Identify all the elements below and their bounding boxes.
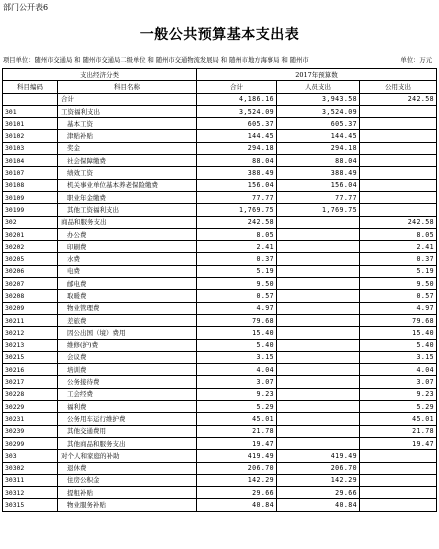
public-cell <box>360 450 437 462</box>
name-cell: 其他商品和服务支出 <box>58 437 197 449</box>
code-cell: 30199 <box>3 204 58 216</box>
name-cell: 社会保障缴费 <box>58 155 197 167</box>
public-cell: 242.58 <box>360 93 437 105</box>
code-cell: 30239 <box>3 425 58 437</box>
name-cell: 退休费 <box>58 462 197 474</box>
public-cell <box>360 474 437 486</box>
total-cell: 45.01 <box>197 413 277 425</box>
code-cell: 30101 <box>3 118 58 130</box>
personnel-cell <box>277 278 360 290</box>
table-row <box>3 351 437 363</box>
name-cell: 电费 <box>58 265 197 277</box>
personnel-cell <box>277 376 360 388</box>
total-cell: 77.77 <box>197 191 277 203</box>
personnel-cell: 142.29 <box>277 474 360 486</box>
name-cell: 公务用车运行维护费 <box>58 413 197 425</box>
public-cell: 0.57 <box>360 290 437 302</box>
personnel-cell <box>277 265 360 277</box>
table-number-label: 部门公开表6 <box>3 3 49 12</box>
total-cell: 0.57 <box>197 290 277 302</box>
table-row <box>3 105 437 117</box>
public-cell <box>360 105 437 117</box>
public-cell: 4.97 <box>360 302 437 314</box>
name-cell: 物业服务补贴 <box>58 499 197 511</box>
personnel-cell <box>277 314 360 326</box>
table-row <box>3 364 437 376</box>
name-cell: 因公出国（境）费用 <box>58 327 197 339</box>
name-cell: 印刷费 <box>58 241 197 253</box>
table-row <box>3 265 437 277</box>
table-row <box>3 228 437 240</box>
code-cell: 30208 <box>3 290 58 302</box>
code-cell: 30202 <box>3 241 58 253</box>
table-row <box>3 278 437 290</box>
personnel-cell: 77.77 <box>277 191 360 203</box>
public-cell: 5.29 <box>360 401 437 413</box>
personnel-cell: 29.66 <box>277 487 360 499</box>
table-row <box>3 179 437 191</box>
total-cell: 4,186.16 <box>197 93 277 105</box>
code-cell: 30302 <box>3 462 58 474</box>
public-cell: 4.04 <box>360 364 437 376</box>
name-cell: 机关事业单位基本养老保险缴费 <box>58 179 197 191</box>
table-row <box>3 413 437 425</box>
name-cell: 物业管理费 <box>58 302 197 314</box>
table-row <box>3 302 437 314</box>
expenditure-table <box>2 68 437 512</box>
public-cell: 3.07 <box>360 376 437 388</box>
public-cell <box>360 179 437 191</box>
table-row <box>3 327 437 339</box>
currency-unit-label: 单位：万元 <box>400 57 432 64</box>
personnel-cell: 206.70 <box>277 462 360 474</box>
page-title: 一般公共预算基本支出表 <box>139 27 300 43</box>
name-cell: 差旅费 <box>58 314 197 326</box>
personnel-cell <box>277 290 360 302</box>
code-cell: 30299 <box>3 437 58 449</box>
name-cell: 绩效工资 <box>58 167 197 179</box>
header-personnel: 人员支出 <box>277 81 360 93</box>
table-row <box>3 216 437 228</box>
name-cell: 水费 <box>58 253 197 265</box>
table-row <box>3 401 437 413</box>
code-cell: 30217 <box>3 376 58 388</box>
name-cell: 公务接待费 <box>58 376 197 388</box>
total-cell: 79.68 <box>197 314 277 326</box>
total-cell: 29.66 <box>197 487 277 499</box>
public-cell <box>360 204 437 216</box>
personnel-cell <box>277 364 360 376</box>
table-row <box>3 376 437 388</box>
code-cell: 30108 <box>3 179 58 191</box>
personnel-cell <box>277 401 360 413</box>
header-code: 科目编码 <box>3 81 58 93</box>
code-cell: 30206 <box>3 265 58 277</box>
code-cell: 30228 <box>3 388 58 400</box>
total-cell: 142.29 <box>197 474 277 486</box>
header-public: 公用支出 <box>360 81 437 93</box>
total-cell: 15.40 <box>197 327 277 339</box>
code-cell: 30216 <box>3 364 58 376</box>
table-row <box>3 474 437 486</box>
name-cell: 邮电费 <box>58 278 197 290</box>
total-cell: 242.58 <box>197 216 277 228</box>
public-cell: 5.40 <box>360 339 437 351</box>
name-cell: 基本工资 <box>58 118 197 130</box>
table-row <box>3 253 437 265</box>
name-cell: 取暖费 <box>58 290 197 302</box>
table-body <box>3 93 437 511</box>
name-cell: 商品和服务支出 <box>58 216 197 228</box>
personnel-cell: 156.04 <box>277 179 360 191</box>
name-cell: 其他交通费用 <box>58 425 197 437</box>
public-cell: 5.19 <box>360 265 437 277</box>
public-cell: 19.47 <box>360 437 437 449</box>
table-row <box>3 167 437 179</box>
personnel-cell <box>277 351 360 363</box>
personnel-cell <box>277 327 360 339</box>
code-cell: 30213 <box>3 339 58 351</box>
code-cell: 30312 <box>3 487 58 499</box>
code-cell: 30315 <box>3 499 58 511</box>
personnel-cell <box>277 241 360 253</box>
name-cell: 其他工资福利支出 <box>58 204 197 216</box>
table-row <box>3 155 437 167</box>
total-cell: 156.04 <box>197 179 277 191</box>
public-cell: 2.41 <box>360 241 437 253</box>
table-row <box>3 314 437 326</box>
public-cell <box>360 118 437 130</box>
table-row <box>3 290 437 302</box>
public-cell: 242.58 <box>360 216 437 228</box>
code-cell: 30109 <box>3 191 58 203</box>
personnel-cell <box>277 228 360 240</box>
total-cell: 2.41 <box>197 241 277 253</box>
code-cell: 30103 <box>3 142 58 154</box>
code-cell: 30107 <box>3 167 58 179</box>
total-cell: 40.84 <box>197 499 277 511</box>
personnel-cell: 294.18 <box>277 142 360 154</box>
code-cell: 30311 <box>3 474 58 486</box>
name-cell: 提租补贴 <box>58 487 197 499</box>
code-cell: 30102 <box>3 130 58 142</box>
public-cell <box>360 155 437 167</box>
personnel-cell <box>277 388 360 400</box>
total-cell: 19.47 <box>197 437 277 449</box>
public-cell: 9.50 <box>360 278 437 290</box>
unit-info-text: 项目单位：随州市交通局 和 随州市交通局二级单位 和 随州市交通物流发展局 和 随州市地方海事局 和 随州市 <box>3 57 309 64</box>
code-cell: 302 <box>3 216 58 228</box>
name-cell: 工资福利支出 <box>58 105 197 117</box>
header-name: 科目名称 <box>58 81 197 93</box>
code-cell: 30211 <box>3 314 58 326</box>
total-cell: 294.18 <box>197 142 277 154</box>
public-cell: 45.01 <box>360 413 437 425</box>
personnel-cell: 1,769.75 <box>277 204 360 216</box>
public-cell: 9.23 <box>360 388 437 400</box>
personnel-cell: 3,524.09 <box>277 105 360 117</box>
public-cell <box>360 487 437 499</box>
total-cell: 9.50 <box>197 278 277 290</box>
code-cell: 30229 <box>3 401 58 413</box>
code-cell: 30231 <box>3 413 58 425</box>
personnel-cell: 40.84 <box>277 499 360 511</box>
code-cell: 30104 <box>3 155 58 167</box>
name-cell: 办公费 <box>58 228 197 240</box>
total-cell: 21.78 <box>197 425 277 437</box>
public-cell: 15.40 <box>360 327 437 339</box>
public-cell: 8.05 <box>360 228 437 240</box>
personnel-cell <box>277 437 360 449</box>
total-cell: 144.45 <box>197 130 277 142</box>
personnel-cell: 3,943.58 <box>277 93 360 105</box>
personnel-cell <box>277 413 360 425</box>
public-cell: 3.15 <box>360 351 437 363</box>
code-cell: 30215 <box>3 351 58 363</box>
name-cell: 职业年金缴费 <box>58 191 197 203</box>
table-row <box>3 339 437 351</box>
table-row <box>3 130 437 142</box>
total-cell: 388.49 <box>197 167 277 179</box>
code-cell <box>3 93 58 105</box>
table-row <box>3 191 437 203</box>
table-row <box>3 462 437 474</box>
total-cell: 605.37 <box>197 118 277 130</box>
personnel-cell: 419.49 <box>277 450 360 462</box>
code-cell: 30212 <box>3 327 58 339</box>
table-row <box>3 241 437 253</box>
name-cell: 合计 <box>58 93 197 105</box>
table-row <box>3 487 437 499</box>
total-cell: 5.40 <box>197 339 277 351</box>
total-cell: 88.04 <box>197 155 277 167</box>
total-cell: 3.07 <box>197 376 277 388</box>
public-cell: 0.37 <box>360 253 437 265</box>
header-total: 合计 <box>197 81 277 93</box>
table-row <box>3 499 437 511</box>
name-cell: 津贴补贴 <box>58 130 197 142</box>
unit-info-line <box>3 55 436 64</box>
total-cell: 8.05 <box>197 228 277 240</box>
personnel-cell: 388.49 <box>277 167 360 179</box>
table-row <box>3 450 437 462</box>
name-cell: 会议费 <box>58 351 197 363</box>
total-cell: 419.49 <box>197 450 277 462</box>
table-row <box>3 204 437 216</box>
total-cell: 1,769.75 <box>197 204 277 216</box>
header-budget-year: 2017年预算数 <box>197 69 437 81</box>
code-cell: 30207 <box>3 278 58 290</box>
total-cell: 4.04 <box>197 364 277 376</box>
public-cell <box>360 142 437 154</box>
code-cell: 30201 <box>3 228 58 240</box>
header-economic-classification: 支出经济分类 <box>3 69 197 81</box>
code-cell: 301 <box>3 105 58 117</box>
personnel-cell <box>277 253 360 265</box>
header-column-row <box>3 81 437 93</box>
public-cell <box>360 167 437 179</box>
public-cell <box>360 191 437 203</box>
code-cell: 303 <box>3 450 58 462</box>
public-cell <box>360 462 437 474</box>
name-cell: 工会经费 <box>58 388 197 400</box>
name-cell: 住房公积金 <box>58 474 197 486</box>
table-row <box>3 93 437 105</box>
personnel-cell: 88.04 <box>277 155 360 167</box>
total-cell: 4.97 <box>197 302 277 314</box>
total-cell: 0.37 <box>197 253 277 265</box>
name-cell: 维修(护)费 <box>58 339 197 351</box>
total-cell: 3,524.09 <box>197 105 277 117</box>
code-cell: 30205 <box>3 253 58 265</box>
name-cell: 奖金 <box>58 142 197 154</box>
public-cell: 79.68 <box>360 314 437 326</box>
name-cell: 对个人和家庭的补助 <box>58 450 197 462</box>
table-row <box>3 118 437 130</box>
table-row <box>3 142 437 154</box>
table-row <box>3 425 437 437</box>
total-cell: 3.15 <box>197 351 277 363</box>
total-cell: 206.70 <box>197 462 277 474</box>
public-cell <box>360 499 437 511</box>
public-cell <box>360 130 437 142</box>
personnel-cell: 605.37 <box>277 118 360 130</box>
table-row <box>3 437 437 449</box>
personnel-cell <box>277 425 360 437</box>
personnel-cell <box>277 216 360 228</box>
total-cell: 9.23 <box>197 388 277 400</box>
header-group-row <box>3 69 437 81</box>
total-cell: 5.29 <box>197 401 277 413</box>
personnel-cell: 144.45 <box>277 130 360 142</box>
personnel-cell <box>277 339 360 351</box>
name-cell: 培训费 <box>58 364 197 376</box>
code-cell: 30209 <box>3 302 58 314</box>
public-cell: 21.78 <box>360 425 437 437</box>
table-row <box>3 388 437 400</box>
total-cell: 5.19 <box>197 265 277 277</box>
personnel-cell <box>277 302 360 314</box>
name-cell: 福利费 <box>58 401 197 413</box>
